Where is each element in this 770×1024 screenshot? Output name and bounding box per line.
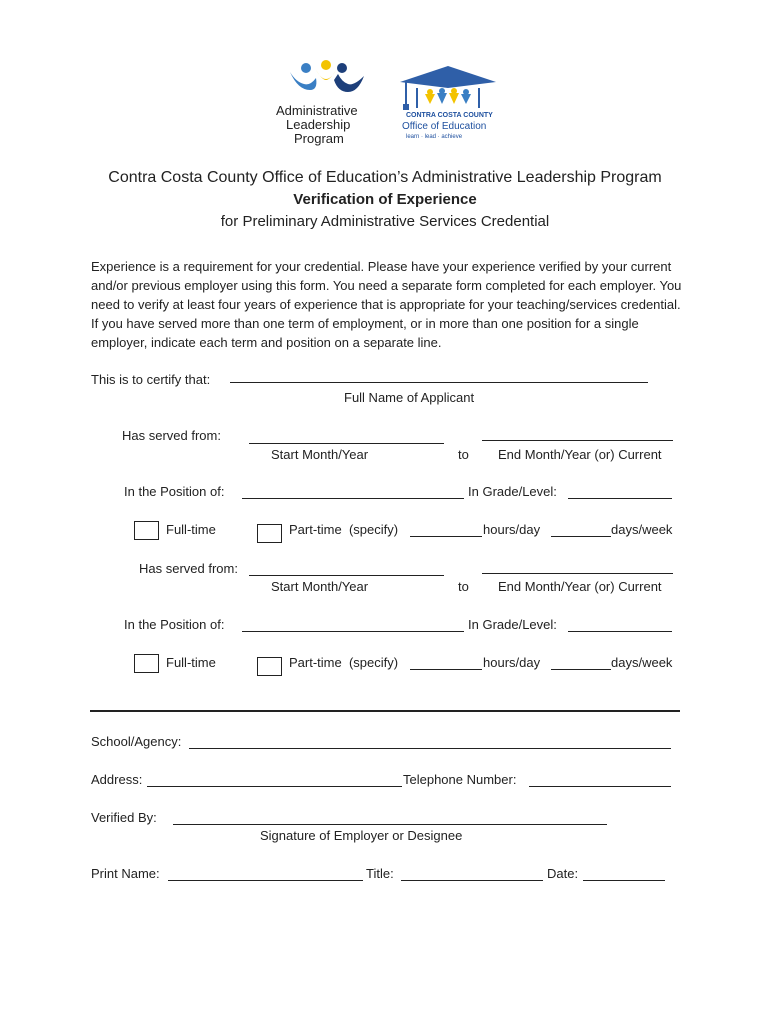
term1-start-field[interactable] <box>249 443 444 444</box>
cccoe-logo <box>398 64 498 144</box>
school-agency-field[interactable] <box>189 748 671 749</box>
alp-logo-figures-icon <box>280 60 370 104</box>
term2-parttime-checkbox[interactable] <box>257 657 282 676</box>
term2-fulltime-label: Full-time <box>166 655 216 670</box>
term1-position-label: In the Position of: <box>124 484 225 499</box>
term1-parttime-checkbox[interactable] <box>257 524 282 543</box>
intro-paragraph: Experience is a requirement for your credential. Please have your experience verified by your current and/or previous employer using this form. You need a separate form completed for each employer. You need to verify at least four years of experience that is appropriate for your teaching/services credential. If you have served more than one term of employment, or in more than one position for a single employer, indicate each term and position on a separate line. <box>91 259 682 350</box>
term2-hours-field[interactable] <box>410 669 482 670</box>
term2-days-field[interactable] <box>551 669 611 670</box>
term2-position-field[interactable] <box>242 631 464 632</box>
print-name-field[interactable] <box>168 880 363 881</box>
term1-days-field[interactable] <box>551 536 611 537</box>
term1-position-field[interactable] <box>242 498 464 499</box>
cccoe-logo-tagline: learn · lead · achieve <box>406 134 463 140</box>
term2-position-label: In the Position of: <box>124 617 225 632</box>
term2-served-label: Has served from: <box>139 561 238 576</box>
certify-label: This is to certify that: <box>91 372 211 387</box>
form-title-line2: Verification of Experience <box>293 191 477 208</box>
form-title-line3: for Preliminary Administrative Services Credential <box>220 213 550 230</box>
term1-to-label: to <box>458 447 469 462</box>
term1-parttime-label: Part-time (specify) <box>289 522 399 537</box>
term1-served-label: Has served from: <box>122 428 221 443</box>
term1-fulltime-label: Full-time <box>166 522 216 537</box>
term1-grade-field[interactable] <box>568 498 672 499</box>
cccoe-logo-line2: Office of Education <box>402 121 487 132</box>
signature-caption: Signature of Employer or Designee <box>260 828 463 843</box>
term2-hours-label: hours/day <box>483 655 541 670</box>
telephone-field[interactable] <box>529 786 671 787</box>
term1-hours-label: hours/day <box>483 522 541 537</box>
title-label: Title: <box>366 866 394 881</box>
signature-field[interactable] <box>173 824 607 825</box>
term2-start-caption: Start Month/Year <box>271 579 369 594</box>
form-title-line1: Contra Costa County Office of Education’s Administrative Leadership Program <box>108 169 662 186</box>
term2-grade-field[interactable] <box>568 631 672 632</box>
term1-hours-field[interactable] <box>410 536 482 537</box>
title-field[interactable] <box>401 880 543 881</box>
telephone-label: Telephone Number: <box>403 772 517 787</box>
term2-parttime-label: Part-time (specify) <box>289 655 399 670</box>
term1-days-label: days/week <box>611 522 673 537</box>
address-field[interactable] <box>147 786 402 787</box>
term1-end-field[interactable] <box>482 440 673 441</box>
term2-end-field[interactable] <box>482 573 673 574</box>
alp-logo-line2: Leadership <box>286 117 351 132</box>
term2-end-caption: End Month/Year (or) Current <box>498 579 662 594</box>
term1-end-caption: End Month/Year (or) Current <box>498 447 662 462</box>
term1-start-caption: Start Month/Year <box>271 447 369 462</box>
date-field[interactable] <box>583 880 665 881</box>
term2-start-field[interactable] <box>249 575 444 576</box>
term2-grade-label: In Grade/Level: <box>468 617 557 632</box>
date-label: Date: <box>547 866 579 881</box>
term1-fulltime-checkbox[interactable] <box>134 521 159 540</box>
alp-logo <box>270 60 380 150</box>
verified-by-label: Verified By: <box>91 810 157 825</box>
applicant-name-field[interactable] <box>230 382 648 383</box>
print-name-label: Print Name: <box>91 866 160 881</box>
alp-logo-line3: Program <box>294 131 344 146</box>
cccoe-logo-line1: CONTRA COSTA COUNTY <box>406 112 493 119</box>
school-agency-label: School/Agency: <box>91 734 182 749</box>
address-label: Address: <box>91 772 143 787</box>
term2-fulltime-checkbox[interactable] <box>134 654 159 673</box>
section-divider <box>90 710 680 712</box>
term2-to-label: to <box>458 579 469 594</box>
alp-logo-line1: Administrative <box>276 103 358 118</box>
applicant-name-caption: Full Name of Applicant <box>344 390 475 405</box>
term2-days-label: days/week <box>611 655 673 670</box>
graduation-cap-house-icon <box>398 64 498 112</box>
term1-grade-label: In Grade/Level: <box>468 484 557 499</box>
